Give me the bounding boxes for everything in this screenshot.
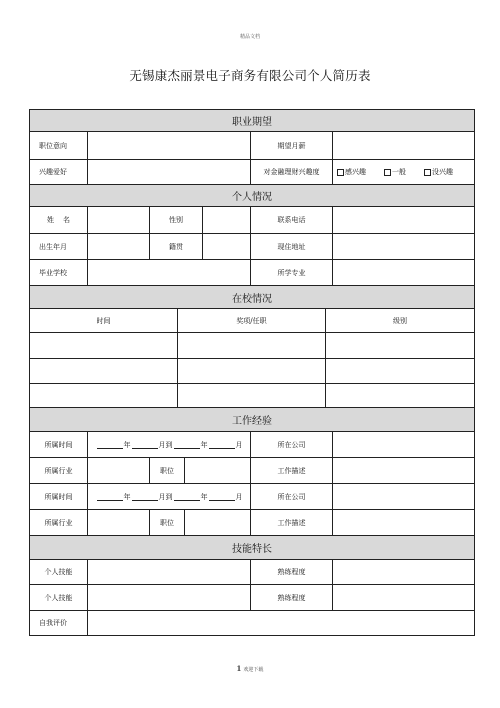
- job-position-field[interactable]: [185, 458, 251, 484]
- header-note: 精品文档: [239, 34, 260, 40]
- table-cell[interactable]: [326, 333, 474, 359]
- school-col-level: 级别: [326, 309, 474, 333]
- native-place-label: 籍贯: [150, 234, 203, 260]
- school-time-input[interactable]: [30, 333, 177, 358]
- month-label: 月: [158, 492, 166, 501]
- school-level-input[interactable]: [326, 333, 474, 358]
- interest-option-neutral[interactable]: [384, 167, 406, 177]
- name-field[interactable]: [88, 207, 150, 234]
- work-time-range[interactable]: [88, 484, 251, 510]
- job-position-field[interactable]: [185, 510, 251, 536]
- major-field[interactable]: [333, 260, 474, 286]
- section-personal-header: 个人情况: [30, 185, 474, 207]
- checkbox-icon[interactable]: [337, 169, 344, 176]
- phone-label: 联系电话: [251, 207, 333, 234]
- proficiency-label: 熟练程度: [251, 585, 333, 611]
- industry-input[interactable]: [88, 458, 149, 483]
- work-desc-input[interactable]: [333, 458, 474, 483]
- section-school-header: 在校情况: [30, 286, 474, 309]
- phone-field[interactable]: [333, 207, 474, 234]
- year-blank[interactable]: [174, 493, 200, 501]
- footer-text: 欢迎下载: [243, 667, 264, 673]
- skill-field[interactable]: [88, 585, 251, 611]
- month-label: 月: [158, 440, 166, 449]
- proficiency-field[interactable]: [333, 560, 474, 585]
- native-place-field[interactable]: [203, 234, 251, 260]
- self-eval-label: 自我评价: [30, 611, 88, 635]
- proficiency-input[interactable]: [333, 560, 474, 584]
- work-desc-field[interactable]: [333, 510, 474, 536]
- skill-input[interactable]: [88, 560, 250, 584]
- year-blank[interactable]: [97, 441, 123, 449]
- job-position-input[interactable]: [185, 458, 250, 483]
- option-label: 感兴趣: [345, 168, 366, 176]
- interest-option-interested[interactable]: [337, 167, 366, 177]
- month-blank[interactable]: [209, 441, 235, 449]
- school-field[interactable]: [88, 260, 251, 286]
- company-input[interactable]: [333, 484, 474, 509]
- document-title: 无锡康杰丽景电子商务有限公司个人简历表: [129, 68, 371, 83]
- company-input[interactable]: [333, 432, 474, 457]
- table-cell[interactable]: [178, 384, 326, 408]
- birth-field[interactable]: [88, 234, 150, 260]
- hobbies-field[interactable]: [88, 160, 251, 185]
- position-intent-input[interactable]: [88, 132, 250, 159]
- self-eval-field[interactable]: [88, 611, 474, 635]
- company-label: 所在公司: [251, 484, 333, 510]
- table-cell[interactable]: [30, 384, 178, 408]
- table-cell[interactable]: [326, 384, 474, 408]
- birth-input[interactable]: [88, 234, 149, 259]
- school-time-input[interactable]: [30, 384, 177, 407]
- school-time-input[interactable]: [30, 359, 177, 383]
- school-col-award: 奖项/任职: [178, 309, 326, 333]
- page-footer: [0, 664, 500, 673]
- gender-input[interactable]: [203, 207, 250, 233]
- company-field[interactable]: [333, 484, 474, 510]
- school-col-time: 时间: [30, 309, 178, 333]
- work-time-label: 所属时间: [30, 484, 88, 510]
- gender-field[interactable]: [203, 207, 251, 234]
- proficiency-field[interactable]: [333, 585, 474, 611]
- company-field[interactable]: [333, 432, 474, 458]
- month-label: 月: [235, 492, 243, 501]
- skill-field[interactable]: [88, 560, 251, 585]
- expected-salary-field[interactable]: [333, 132, 474, 160]
- company-label: 所在公司: [251, 432, 333, 458]
- section-skills-header: 技能特长: [30, 536, 474, 560]
- position-intent-label: 职位意向: [30, 132, 88, 160]
- job-position-label: 职位: [150, 458, 185, 484]
- name-label: 姓 名: [30, 207, 88, 234]
- section-work-header: 工作经验: [30, 408, 474, 432]
- work-time-range[interactable]: [88, 432, 251, 458]
- to-label: 到: [165, 492, 173, 501]
- checkbox-icon[interactable]: [424, 169, 431, 176]
- job-position-input[interactable]: [185, 510, 250, 535]
- proficiency-input[interactable]: [333, 585, 474, 610]
- major-label: 所学专业: [251, 260, 333, 286]
- year-blank[interactable]: [97, 493, 123, 501]
- hobbies-label: 兴趣爱好: [30, 160, 88, 185]
- year-label: 年: [123, 440, 131, 449]
- phone-input[interactable]: [333, 207, 474, 233]
- option-label: 没兴趣: [432, 168, 453, 176]
- month-label: 月: [235, 440, 243, 449]
- school-level-input[interactable]: [326, 359, 474, 383]
- finance-interest-options: [333, 160, 474, 185]
- month-blank[interactable]: [132, 493, 158, 501]
- major-input[interactable]: [333, 260, 474, 285]
- finance-interest-label: 对金融理财兴趣度: [251, 160, 333, 185]
- year-label: 年: [200, 440, 208, 449]
- resume-form: [29, 109, 475, 636]
- school-award-input[interactable]: [178, 359, 325, 383]
- industry-label: 所属行业: [30, 458, 88, 484]
- table-cell[interactable]: [178, 359, 326, 384]
- skill-label: 个人技能: [30, 585, 88, 611]
- work-desc-label: 工作描述: [251, 510, 333, 536]
- section-career-header: 职业期望: [30, 110, 474, 132]
- month-blank[interactable]: [132, 441, 158, 449]
- school-label: 毕业学校: [30, 260, 88, 286]
- proficiency-label: 熟练程度: [251, 560, 333, 585]
- interest-option-not-interested[interactable]: [424, 167, 453, 177]
- gender-label: 性别: [150, 207, 203, 234]
- address-input[interactable]: [333, 234, 474, 259]
- school-input[interactable]: [88, 260, 250, 285]
- position-intent-field[interactable]: [88, 132, 251, 160]
- year-label: 年: [200, 492, 208, 501]
- table-cell[interactable]: [30, 333, 178, 359]
- self-eval-input[interactable]: [88, 611, 474, 635]
- to-label: 到: [165, 440, 173, 449]
- work-desc-field[interactable]: [333, 458, 474, 484]
- table-cell[interactable]: [178, 333, 326, 359]
- address-field[interactable]: [333, 234, 474, 260]
- birth-label: 出生年月: [30, 234, 88, 260]
- work-desc-input[interactable]: [333, 510, 474, 535]
- native-place-input[interactable]: [203, 234, 250, 259]
- expected-salary-input[interactable]: [333, 132, 474, 159]
- address-label: 现住地址: [251, 234, 333, 260]
- industry-field[interactable]: [88, 510, 150, 536]
- year-blank[interactable]: [174, 441, 200, 449]
- table-cell[interactable]: [326, 359, 474, 384]
- expected-salary-label: 期望月薪: [251, 132, 333, 160]
- option-label: 一般: [392, 168, 406, 176]
- industry-field[interactable]: [88, 458, 150, 484]
- skill-label: 个人技能: [30, 560, 88, 585]
- industry-label: 所属行业: [30, 510, 88, 536]
- industry-input[interactable]: [88, 510, 149, 535]
- name-input[interactable]: [88, 207, 149, 233]
- work-time-label: 所属时间: [30, 432, 88, 458]
- year-label: 年: [123, 492, 131, 501]
- month-blank[interactable]: [209, 493, 235, 501]
- hobbies-input[interactable]: [88, 160, 250, 184]
- page-number: 1: [236, 664, 242, 673]
- school-award-input[interactable]: [178, 333, 325, 358]
- table-cell[interactable]: [30, 359, 178, 384]
- school-level-input[interactable]: [326, 384, 474, 407]
- job-position-label: 职位: [150, 510, 185, 536]
- skill-input[interactable]: [88, 585, 250, 610]
- school-award-input[interactable]: [178, 384, 325, 407]
- work-desc-label: 工作描述: [251, 458, 333, 484]
- checkbox-icon[interactable]: [384, 169, 391, 176]
